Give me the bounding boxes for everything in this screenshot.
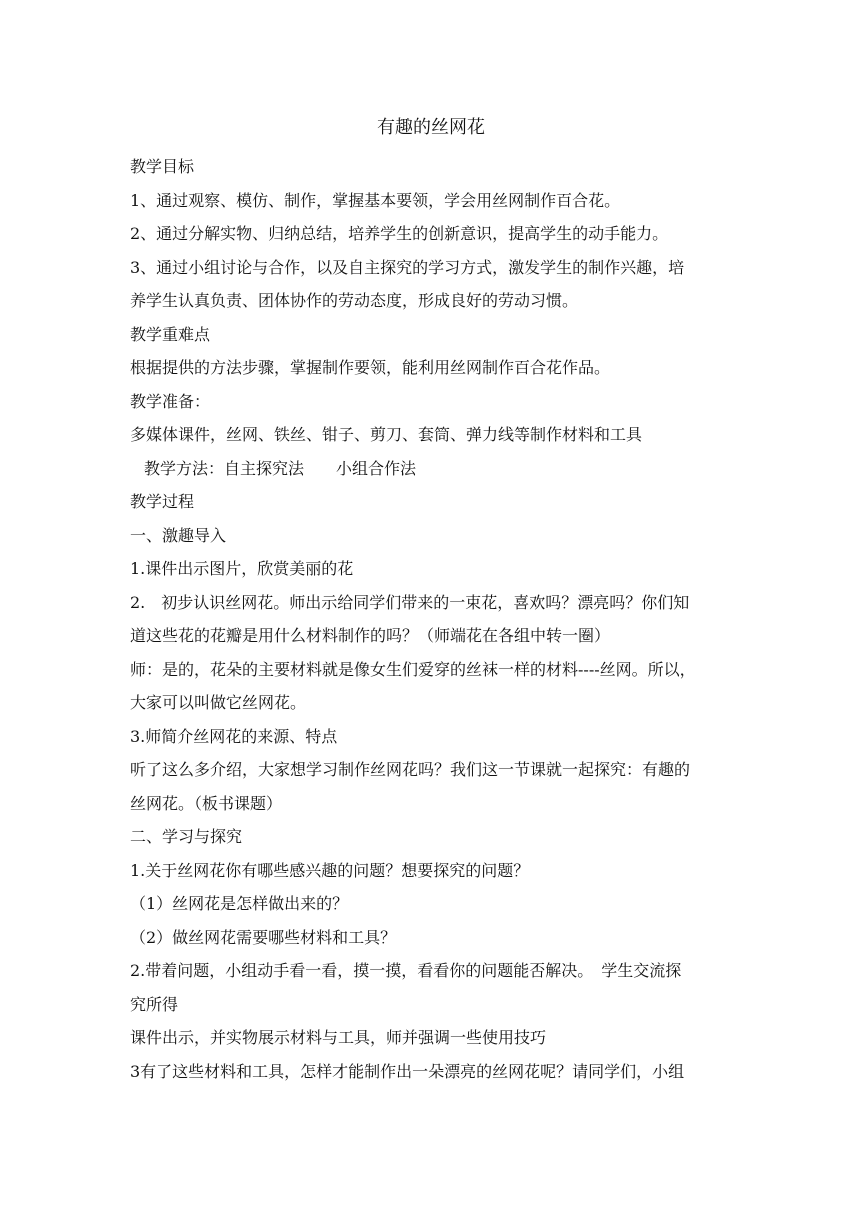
preparation-text: 多媒体课件，丝网、铁丝、钳子、剪刀、套筒、弹力线等制作材料和工具 [130,425,643,444]
document-body [130,114,732,1088]
section-2-item-1: 1.关于丝网花你有哪些感兴趣的问题？想要探究的问题？ [130,860,530,880]
intro-text-line-1: 听了这么多介绍，大家想学习制作丝网花吗？我们这一节课就一起探究：有趣的 [130,760,691,779]
key-points-text: 根据提供的方法步骤，掌握制作要领，能利用丝网制作百合花作品。 [130,358,611,377]
courseware-text: 课件出示，并实物展示材料与工具，师并强调一些使用技巧 [130,1028,547,1047]
section-2-item-2-line-2: 究所得 [130,994,179,1014]
heading-teaching-objectives: 教学目标 [130,157,195,176]
heading-preparation: 教学准备： [130,391,211,411]
heading-teaching-process: 教学过程 [130,492,195,511]
section-2-heading: 二、学习与探究 [130,827,243,846]
heading-key-points: 教学重难点 [130,324,211,344]
objective-1: 1、通过观察、模仿、制作，掌握基本要领，学会用丝网制作百合花。 [130,190,621,210]
question-2: （2）做丝网花需要哪些材料和工具？ [130,927,397,947]
objective-3-line-1: 3、通过小组讨论与合作，以及自主探究的学习方式，激发学生的制作兴趣，培 [130,257,685,277]
section-1-item-2-line-1: 2. 初步认识丝网花。师出示给同学们带来的一束花，喜欢吗？漂亮吗？你们知 [130,592,690,612]
teaching-methods: 教学方法：自主探究法 小组合作法 [144,458,417,478]
section-2-item-3: 3有了这些材料和工具，怎样才能制作出一朵漂亮的丝网花呢？请同学们，小组 [130,1061,685,1081]
question-1: （1）丝网花是怎样做出来的？ [130,894,349,913]
section-1-item-2-line-2: 道这些花的花瓣是用什么材料制作的吗？（师端花在各组中转一圈） [130,626,611,645]
intro-text-line-2: 丝网花。（板书课题） [130,793,283,813]
objective-3-line-2: 养学生认真负责、团体协作的劳动态度，形成良好的劳动习惯。 [130,291,579,310]
page-title: 有趣的丝网花 [377,117,485,138]
teacher-remark-line-2: 大家可以叫做它丝网花。 [130,693,307,712]
teacher-remark-line-1: 师：是的，花朵的主要材料就是像女生们爱穿的丝袜一样的材料----丝网。所以， [130,659,696,679]
section-1-item-3: 3.师简介丝网花的来源、特点 [130,726,338,746]
section-2-item-2-line-1: 2.带着问题，小组动手看一看，摸一摸，看看你的问题能否解决。 学生交流探 [130,961,682,980]
objective-2: 2、通过分解实物、归纳总结，培养学生的创新意识，提高学生的动手能力。 [130,224,669,243]
section-1-heading: 一、激趣导入 [130,525,227,545]
section-1-item-1: 1.课件出示图片，欣赏美丽的花 [130,559,354,578]
